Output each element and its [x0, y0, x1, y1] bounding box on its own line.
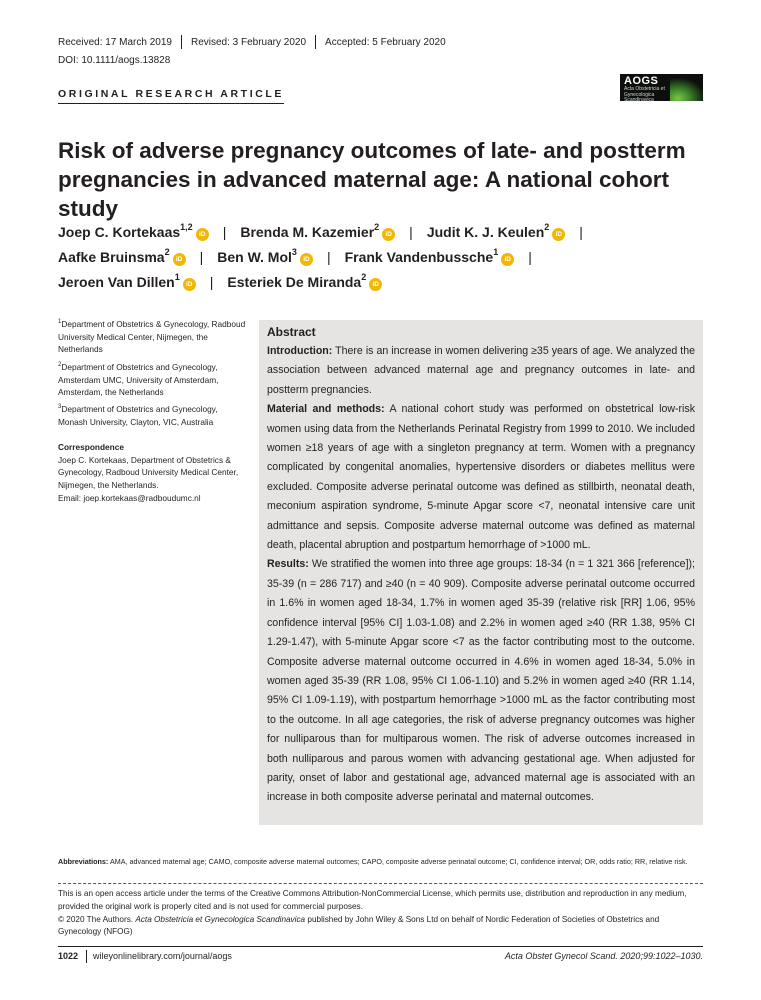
orcid-icon[interactable]: iD [382, 228, 395, 241]
orcid-icon[interactable]: iD [183, 278, 196, 291]
orcid-icon[interactable]: iD [173, 253, 186, 266]
abbreviations: Abbreviations: AMA, advanced maternal age; CAMO, composite adverse maternal outcomes; CAPO, composite adverse perinatal outcome; CI, confidence interval; OR, odds ratio; RR, relative risk. [58, 857, 688, 866]
divider [315, 35, 316, 49]
correspondence [58, 441, 248, 505]
section-label: ORIGINAL RESEARCH ARTICLE [58, 88, 284, 104]
affiliation: $^3$Department of Obstetrics and Gynecology, Monash University, Clayton, VIC, Australia [58, 404, 218, 427]
article-title: Risk of adverse pregnancy outcomes of late- and postterm pregnancies in advanced maternal age: A national cohort study [58, 138, 686, 221]
author-line [58, 220, 718, 245]
author-separator: | [222, 224, 227, 240]
journal-logo [620, 74, 703, 101]
correspondence-text: Joep C. Kortekaas, Department of Obstetrics & Gynecology, Radboud University Medical Center, Nijmegen, the Netherlands. [58, 454, 239, 491]
dashed-divider [58, 883, 703, 884]
author-separator: | [199, 249, 204, 265]
author[interactable]: Joep C. Kortekaas$^{1,2}$iD [58, 220, 209, 245]
correspondence-heading: Correspondence [58, 442, 124, 452]
logo-subtitle: Acta Obstetricia et Gynecologica Scandinavica [624, 86, 665, 101]
correspondence-email[interactable]: Email: joep.kortekaas@radboudumc.nl [58, 492, 201, 503]
license-text: This is an open access article under the terms of the Creative Commons Attribution-NonCommercial License, which permits use, distribution and reproduction in any medium, provided the original work is properly cited and is not used for commercial purposes. [58, 889, 687, 911]
abstract-introduction: Introduction: There is an increase in women delivering ≥35 years of age. We analyzed the association between advanced maternal age and pregnancy outcomes in late- and postterm pregnancies. [267, 345, 695, 396]
author-separator: | [409, 224, 413, 240]
author[interactable]: Esteriek De Miranda$^2$iD [227, 270, 382, 295]
footer-separator [86, 950, 87, 963]
author[interactable]: Judit K. J. Keulen$^2$iD [427, 220, 565, 245]
revised-date: Revised: 3 February 2020 [190, 36, 307, 48]
affiliation: $^1$Department of Obstetrics & Gynecology, Radboud University Medical Center, Nijmegen, the Netherlands [58, 319, 246, 355]
received-date: Received: 17 March 2019 [58, 36, 172, 48]
citation: Acta Obstet Gynecol Scand. 2020;99:1022–1030. [504, 951, 703, 961]
footer-divider [58, 946, 703, 947]
article-dates [58, 35, 446, 49]
author-list [58, 220, 718, 295]
author-line [58, 245, 718, 270]
orcid-icon[interactable]: iD [369, 278, 382, 291]
copyright: © 2020 The Authors. Acta Obstetricia et Gynecologica Scandinavica published by John Wiley & Sons Ltd on behalf of Nordic Federation of Societies of Obstetrics and Gynecology (NFOG) [58, 914, 660, 937]
author-separator: | [209, 274, 214, 290]
license-notice [58, 888, 703, 939]
author[interactable]: Brenda M. Kazemier$^2$iD [240, 220, 395, 245]
author-separator: | [579, 224, 583, 240]
abstract-heading: Abstract [267, 325, 316, 339]
abstract-methods: Material and methods: A national cohort study was performed on obstetrical low-risk women using data from the Netherlands Perinatal Registry from 1999 to 2010. We included women ≥18 years of age with a singleton pregnancy at term. Women with a pregnancy complicated by congenital anomalies, hypertensive disorders or diabetes mellitus were excluded. Composite adverse perinatal outcome was defined as stillbirth, neonatal death, meconium aspiration syndrome, 5-minute Apgar score <7, neonatal intensive care unit admittance and sepsis. Composite adverse maternal outcome was defined as maternal death, placental abruption and postpartum hemorrhage of >1000 mL. [267, 403, 695, 552]
author[interactable]: Ben W. Mol$^3$iD [217, 245, 313, 270]
author[interactable]: Jeroen Van Dillen$^1$iD [58, 270, 196, 295]
doi[interactable]: DOI: 10.1111/aogs.13828 [58, 55, 171, 66]
author-separator: | [326, 249, 331, 265]
author[interactable]: Aafke Bruinsma$^2$iD [58, 245, 186, 270]
accepted-date: Accepted: 5 February 2020 [325, 36, 446, 48]
logo-name: AOGS [624, 75, 659, 87]
orcid-icon[interactable]: iD [300, 253, 313, 266]
divider [181, 35, 182, 49]
author-line [58, 270, 718, 295]
orcid-icon[interactable]: iD [196, 228, 209, 241]
author[interactable]: Frank Vandenbussche$^1$iD [345, 245, 515, 270]
author-separator: | [528, 249, 532, 265]
journal-url[interactable]: wileyonlinelibrary.com/journal/aogs [93, 951, 232, 961]
orcid-icon[interactable]: iD [552, 228, 565, 241]
page-number: 1022 [58, 951, 79, 961]
abstract-box [259, 320, 703, 825]
abstract-results: Results: We stratified the women into three age groups: 18-34 (n = 1 321 366 [reference]); 35-39 (n = 286 717) and ≥40 (n = 40 909). Composite adverse perinatal outcome occurred in 1.6% in women aged 18-34, 1.7% in women aged 35-39 (relative risk [RR] 1.06, 95% confidence interval [95% CI] 1.03-1.08) and 2.2% in women aged ≥40 (RR 1.38, 95% CI 1.29-1.47), with 5-minute Apgar score <7 as the factor contributing most to the outcome. Composite adverse maternal outcome occurred in 4.6% in women aged 18-34, 5.0% in women aged 35-39 (RR 1.08, 95% CI 1.06-1.10) and 5.2% in women aged ≥40 (RR 1.14, 95% CI 1.09-1.19), with postpartum hemorrhage >1000 mL as the factor contributing most to the outcome. In all age categories, the risk of adverse pregnancy outcomes was higher for nulliparous than for multiparous women. The risk of adverse outcomes increased in both nulliparous and parous women with advancing gestational age. When adjusted for parity, onset of labor and gestational age, advanced maternal age is associated with an increase in both composite adverse perinatal and maternal outcomes. [267, 558, 695, 804]
orcid-icon[interactable]: iD [501, 253, 514, 266]
affiliation: $^2$Department of Obstetrics and Gynecology, Amsterdam UMC, University of Amsterdam, Amsterdam, the Netherlands [58, 362, 219, 398]
